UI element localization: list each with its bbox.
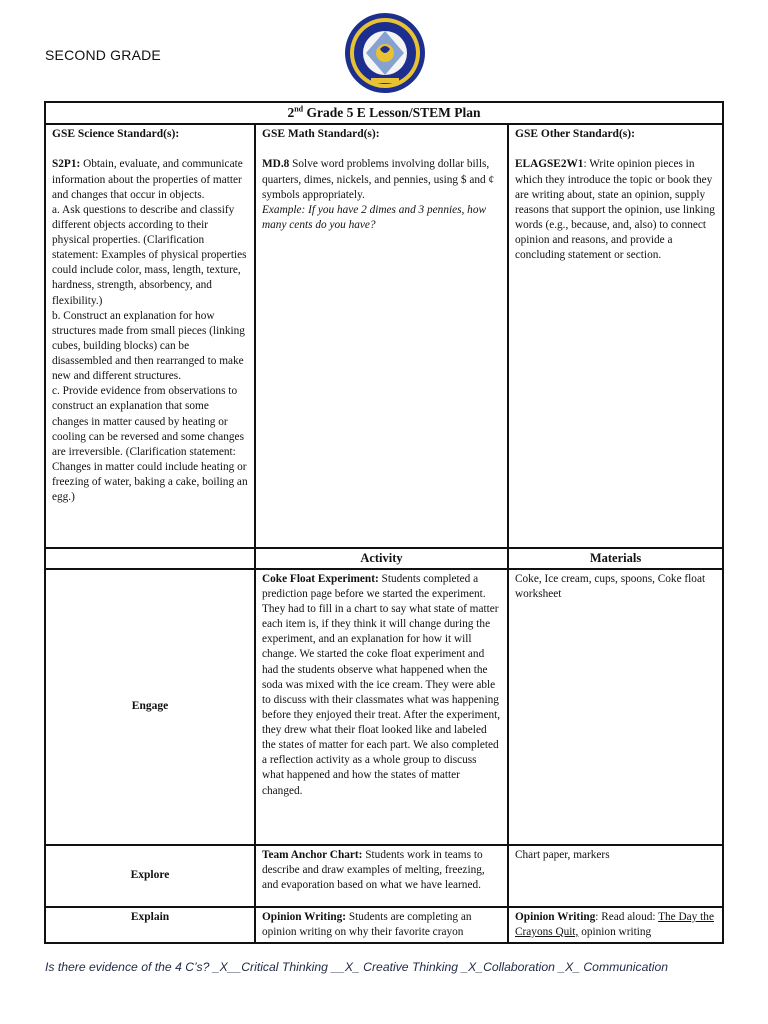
table-row xyxy=(45,907,723,943)
grade-heading: SECOND GRADE xyxy=(45,47,161,63)
explain-activity-title: Opinion Writing: xyxy=(262,910,347,923)
other-standard-text: : Write opinion pieces in which they introduce the topic or book they are writing about, state an opinion, supply reasons that support the opinion, use linking words (e.g., because, and, also) to connect opinion and reasons, and provide a concluding statement or section. xyxy=(515,158,715,262)
blank-header-cell xyxy=(45,548,255,569)
explain-activity-cell xyxy=(255,907,508,943)
other-standard-code: ELAGSE2W1 xyxy=(515,158,584,171)
school-seal-icon xyxy=(344,12,426,94)
explain-materials-title: Opinion Writing xyxy=(515,910,596,923)
other-standard-header: GSE Other Standard(s): xyxy=(515,128,635,141)
explain-activity-text: Students are completing an opinion writing on why their favorite crayon xyxy=(262,910,472,938)
other-standard-cell xyxy=(508,124,723,548)
explain-materials-pre: : Read aloud: xyxy=(595,910,659,923)
science-standard-code: S2P1: xyxy=(52,158,81,171)
engage-activity-title: Coke Float Experiment: xyxy=(262,572,379,585)
materials-column-header: Materials xyxy=(508,548,723,569)
science-standard-header: GSE Science Standard(s): xyxy=(52,128,180,141)
math-standard-code: MD.8 xyxy=(262,158,290,171)
explain-materials-cell xyxy=(508,907,723,943)
table-row xyxy=(45,569,723,845)
science-standard-text: Obtain, evaluate, and communicate information about the properties of matter and changes that occur in objects. a. Ask questions to describe and classify different objects according to their physical properties. (Clarification statement: Examples of physical properties could include color, mass, length, texture, hardness, strength, absorbency, and flexibility.) b. Construct an explanation for how structures made from small pieces (linking cubes, building blocks) can be disassembled and then rearranged to make new and different structures. c. Provide evidence from observations to construct an explanation that some changes in matter caused by heating or cooling can be reversed and some changes are irreversible. (Clarification statement: Changes in matter could include heating or freezing of water, baking a cake, boiling an egg.) xyxy=(52,158,248,504)
math-standard-example: Example: If you have 2 dimes and 3 pennies, how many cents do you have? xyxy=(262,203,487,231)
science-standard-cell xyxy=(45,124,255,548)
book-title-link: The Day the Crayons Quit, xyxy=(515,910,714,938)
phase-explore: Explore xyxy=(45,845,255,907)
math-standard-text: Solve word problems involving dollar bills, quarters, dimes, nickels, and pennies, using $ and ¢ symbols appropriately. xyxy=(262,158,495,201)
engage-materials-cell: Coke, Ice cream, cups, spoons, Coke float worksheet xyxy=(508,569,723,845)
four-cs-evidence-line: Is there evidence of the 4 C’s? _X__Critical Thinking __X_ Creative Thinking _X_Collaboration _X_ Communication xyxy=(45,960,669,974)
activity-column-header: Activity xyxy=(255,548,508,569)
table-row xyxy=(45,845,723,907)
engage-activity-cell xyxy=(255,569,508,845)
lesson-plan-table xyxy=(44,101,724,944)
explore-materials-cell: Chart paper, markers xyxy=(508,845,723,907)
phase-explain: Explain xyxy=(45,907,255,943)
explore-activity-cell xyxy=(255,845,508,907)
explain-materials-post: opinion writing xyxy=(578,925,652,938)
phase-engage: Engage xyxy=(45,569,255,845)
explore-activity-text: Students work in teams to describe and draw examples of melting, freezing, and evaporation based on what we have learned. xyxy=(262,848,485,892)
table-title: 2nd Grade 5 E Lesson/STEM Plan xyxy=(45,102,723,124)
explore-activity-title: Team Anchor Chart: xyxy=(262,848,363,861)
engage-activity-text: Students completed a prediction page before we started the experiment. They had to fill in a chart to say what state of matter each item is, if they think it will change during the experiment, and an explanation for how it will change. We started the coke float experiment and had the students observe what happened when the soda was mixed with the ice cream. They were able to discuss with their classmates what was happening before they enjoyed their treat. After the experiment, they drew what their float looked like and labeled the states of matter for each part. We also completed a reflection activity as a whole group to discuss what happened and how the states of matter changed. xyxy=(262,572,501,797)
math-standard-header: GSE Math Standard(s): xyxy=(262,128,380,141)
math-standard-cell xyxy=(255,124,508,548)
